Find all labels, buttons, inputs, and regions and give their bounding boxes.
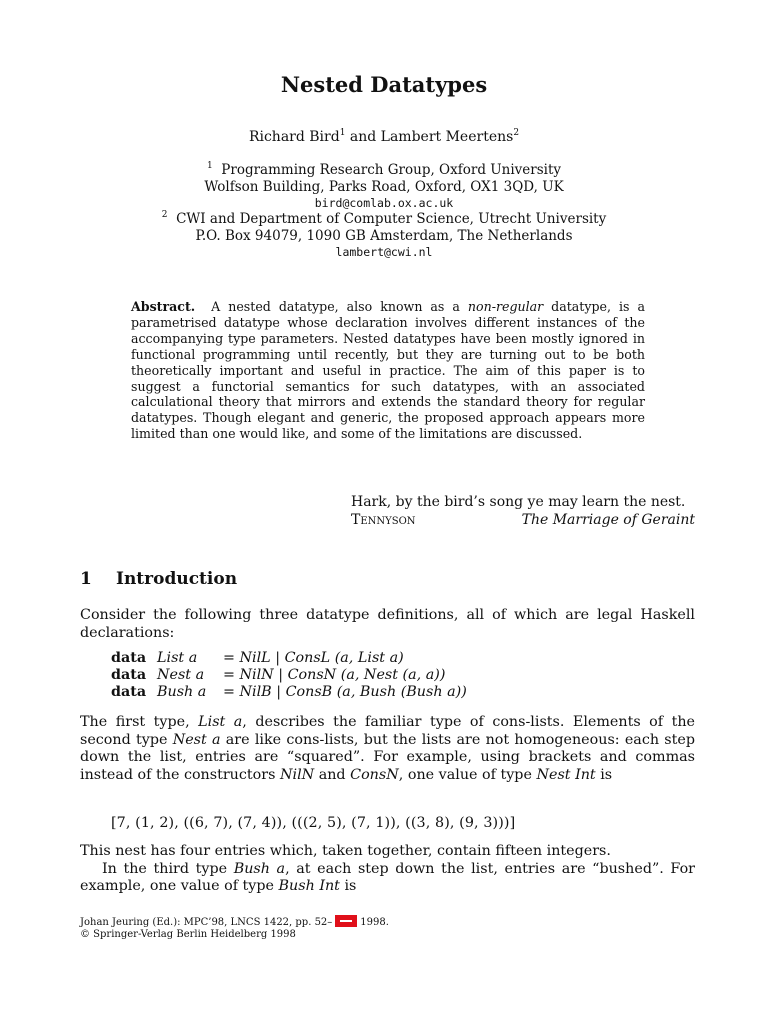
intro-paragraph-2: The first type, List a, describes the familiar type of cons-lists. Elements of the second type Nest a are like cons-lists, but the lists are not homogeneous: each step down the list, entries are “squared”. For example, using brackets and commas instead of the constructors NilN and ConsN, one value of type Nest Int is (80, 714, 695, 783)
affiliation-2: $^2$ CWI and Department of Computer Science, Utrecht University P.O. Box 94079, 1090 GB Amsterdam, The Netherlands lambert@cwi.nl (0, 211, 768, 261)
epigraph: Hark, by the bird’s song ye may learn the nest. Tennyson The Marriage of Geraint (351, 494, 695, 528)
code-block (111, 650, 467, 701)
copyright: © Springer-Verlag Berlin Heidelberg 1998 (80, 929, 296, 940)
springer-logo-icon (335, 915, 357, 927)
author-1-sup: 1 (339, 128, 346, 138)
section-heading: 1 Introduction (80, 569, 238, 589)
code-line: data List a = NilL | ConsL (a, List a) (111, 650, 404, 666)
email-2: lambert@cwi.nl (335, 245, 433, 259)
abstract-label: Abstract. (131, 299, 196, 314)
author-and: and (349, 129, 377, 145)
code-line: data Bush a = NilB | ConsB (a, Bush (Bush a)) (111, 684, 467, 700)
epigraph-work: The Marriage of Geraint (521, 511, 695, 528)
code-line: data Nest a = NilN | ConsN (a, Nest (a, a)) (111, 667, 446, 683)
epigraph-author: Tennyson (351, 511, 416, 528)
affiliation-1: $^1$ Programming Research Group, Oxford University Wolfson Building, Parks Road, Oxford, OX1 3QD, UK bird@comlab.ox.ac.uk (0, 162, 768, 212)
author-1: Richard Bird (248, 129, 340, 145)
abstract: Abstract. A nested datatype, also known as a non-regular datatype, is a parametrised datatype whose declaration involves different instances of the accompanying type parameters. Nested datatypes have been mostly ignored in functional programming until recently, but they are turning out to be both theoretically important and useful in practice. The aim of this paper is to suggest a functorial semantics for such datatypes, with an associated calculational theory that mirrors and extends the standard theory for regular datatypes. Though elegant and generic, the proposed approach appears more limited than one would like, and some of the limitations are discussed. (131, 299, 645, 442)
email-1: bird@comlab.ox.ac.uk (314, 196, 454, 210)
intro-paragraph-3: This nest has four entries which, taken together, contain fifteen integers. In the third type Bush a, at each step down the list, entries are “bushed”. For example, one value of type Bush Int is (80, 843, 696, 895)
footer: Johan Jeuring (Ed.): MPC’98, LNCS 1422, pp. 52– 1998. © Springer-Verlag Berlin Heidelberg 1998 (80, 917, 389, 940)
author-2-sup: 2 (513, 128, 520, 138)
nest-value: [7, (1, 2), ((6, 7), (7, 4)), (((2, 5), (7, 1)), ((3, 8), (9, 3)))] (111, 815, 516, 831)
intro-paragraph-1: Consider the following three datatype definitions, all of which are legal Haskell declarations: (80, 607, 695, 641)
author-line (0, 129, 768, 145)
paper-title: Nested Datatypes (280, 72, 488, 97)
author-2: Lambert Meertens (380, 129, 514, 145)
